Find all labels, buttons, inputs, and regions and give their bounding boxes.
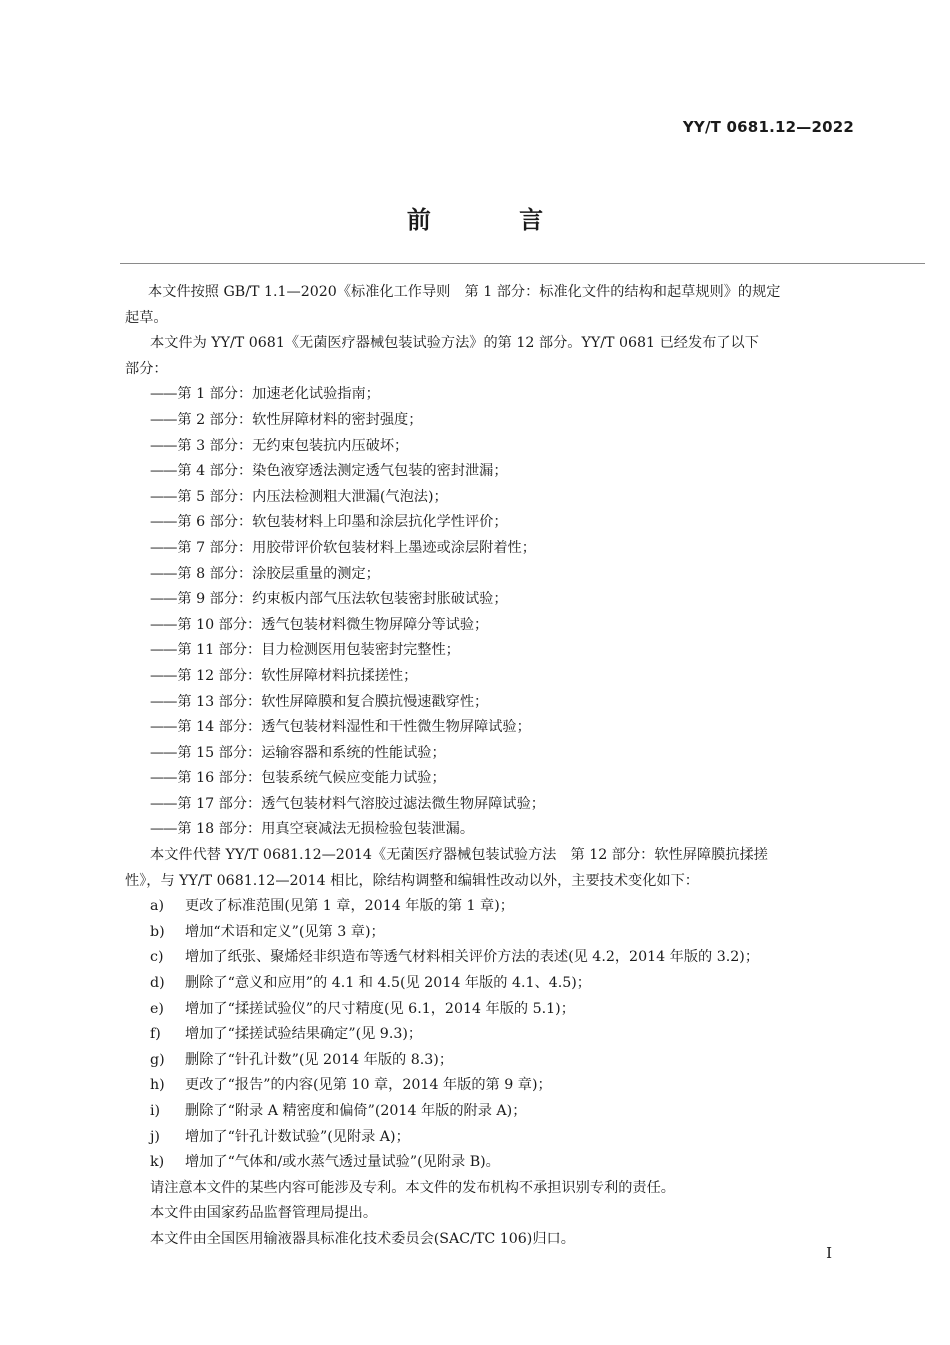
list-item: —— 第 2 部分：软性屏障材料的密封强度；: [150, 408, 855, 434]
list-item-text: 删除了“针孔计数”(见 2014 年版的 8.3)；: [185, 1051, 454, 1068]
list-item-label: a): [150, 898, 164, 915]
list-item: —— 第 13 部分：软性屏障膜和复合膜抗慢速戳穿性；: [150, 690, 855, 716]
list-item-text: 增加了“揉搓试验仪”的尺寸精度(见 6.1，2014 年版的 5.1)；: [185, 1000, 575, 1017]
list-item: —— 第 5 部分：内压法检测粗大泄漏(气泡法)；: [150, 485, 855, 511]
list-item: —— 第 4 部分：染色液穿透法测定透气包装的密封泄漏；: [150, 459, 855, 485]
list-item: [150, 1073, 855, 1099]
list-item-label: g): [150, 1051, 165, 1068]
list-item: [150, 1150, 855, 1176]
list-item: [150, 1048, 855, 1074]
list-item-label: k): [150, 1154, 165, 1171]
list-item: [150, 1125, 855, 1151]
list-item: —— 第 16 部分：包装系统气候应变能力试验；: [150, 766, 855, 792]
list-item: [150, 971, 855, 997]
list-item: —— 第 11 部分：目力检测医用包装密封完整性；: [150, 638, 855, 664]
list-item-label: f): [150, 1026, 161, 1043]
list-item: —— 第 10 部分：透气包装材料微生物屏障分等试验；: [150, 613, 855, 639]
list-item-label: h): [150, 1077, 165, 1094]
list-item-label: j): [150, 1128, 160, 1145]
list-item: —— 第 18 部分：用真空衰减法无损检验包装泄漏。: [150, 817, 855, 843]
list-item: —— 第 7 部分：用胶带评价软包装材料上墨迹或涂层附着性；: [150, 536, 855, 562]
paragraph-patent-notice: 请注意本文件的某些内容可能涉及专利。本文件的发布机构不承担识别专利的责任。: [150, 1179, 675, 1196]
list-item: —— 第 15 部分：运输容器和系统的性能试验；: [150, 741, 855, 767]
page-number: I: [826, 1244, 832, 1262]
list-item-text: 增加了“针孔计数试验”(见附录 A)；: [185, 1128, 410, 1145]
paragraph-drafting-rule-cont: 起草。: [125, 309, 168, 326]
list-item: [150, 1099, 855, 1125]
list-item-text: 更改了“报告”的内容(见第 10 章，2014 年版的第 9 章)；: [185, 1077, 552, 1094]
header-divider: [120, 263, 925, 264]
paragraph-series-cont: 部分：: [125, 360, 168, 377]
list-item: [150, 920, 855, 946]
list-item: —— 第 17 部分：透气包装材料气溶胶过滤法微生物屏障试验；: [150, 792, 855, 818]
list-item-label: c): [150, 949, 164, 966]
list-item-text: 增加了“气体和/或水蒸气透过量试验”(见附录 B)。: [185, 1154, 500, 1171]
list-item: [150, 945, 855, 971]
list-item-text: 增加了纸张、聚烯烃非织造布等透气材料相关评价方法的表述(见 4.2，2014 年版的 3.2)；: [185, 949, 760, 966]
list-item-text: 更改了标准范围(见第 1 章，2014 年版的第 1 章)；: [185, 898, 514, 915]
list-item: —— 第 14 部分：透气包装材料湿性和干性微生物屏障试验；: [150, 715, 855, 741]
changes-list: [150, 894, 855, 1176]
paragraph-centralized-by: 本文件由全国医用输液器具标准化技术委员会(SAC/TC 106)归口。: [150, 1230, 575, 1247]
paragraph-drafting-rule: 本文件按照 GB/T 1.1—2020《标准化工作导则 第 1 部分：标准化文件的结构和起草规则》的规定: [148, 284, 781, 300]
list-item-label: e): [150, 1000, 164, 1017]
list-item-text: 增加了“揉搓试验结果确定”(见 9.3)；: [185, 1026, 423, 1043]
paragraph-series: 本文件为 YY/T 0681《无菌医疗器械包装试验方法》的第 12 部分。YY/T 0681 已经发布了以下: [150, 335, 759, 352]
list-item: —— 第 1 部分：加速老化试验指南；: [150, 382, 855, 408]
list-item: —— 第 3 部分：无约束包装抗内压破坏；: [150, 434, 855, 460]
list-item-label: i): [150, 1103, 161, 1119]
list-item-text: 删除了“意义和应用”的 4.1 和 4.5(见 2014 年版的 4.1、4.5)；: [185, 975, 591, 992]
paragraph-replacement-cont: 性》，与 YY/T 0681.12—2014 相比，除结构调整和编辑性改动以外，主要技术变化如下：: [125, 872, 699, 889]
paragraph-proposed-by: 本文件由国家药品监督管理局提出。: [150, 1205, 378, 1222]
list-item-label: b): [150, 923, 165, 940]
list-item: —— 第 8 部分：涂胶层重量的测定；: [150, 562, 855, 588]
page-title: 前 言: [406, 206, 584, 234]
list-item-text: 增加“术语和定义”(见第 3 章)；: [185, 923, 385, 940]
list-item: [150, 894, 855, 920]
parts-list: [150, 382, 855, 843]
paragraph-replacement: 本文件代替 YY/T 0681.12—2014《无菌医疗器械包装试验方法 第 12 部分：软性屏障膜抗揉搓: [150, 847, 768, 864]
list-item: —— 第 12 部分：软性屏障材料抗揉搓性；: [150, 664, 855, 690]
list-item-label: d): [150, 975, 165, 992]
list-item: —— 第 9 部分：约束板内部气压法软包装密封胀破试验；: [150, 587, 855, 613]
list-item: [150, 997, 855, 1023]
list-item: [150, 1022, 855, 1048]
list-item-text: 删除了“附录 A 精密度和偏倚”(2014 年版的附录 A)；: [185, 1103, 527, 1119]
list-item: —— 第 6 部分：软包装材料上印墨和涂层抗化学性评价；: [150, 510, 855, 536]
standard-code: YY/T 0681.12—2022: [682, 118, 854, 136]
foreword-body: [125, 280, 855, 1253]
